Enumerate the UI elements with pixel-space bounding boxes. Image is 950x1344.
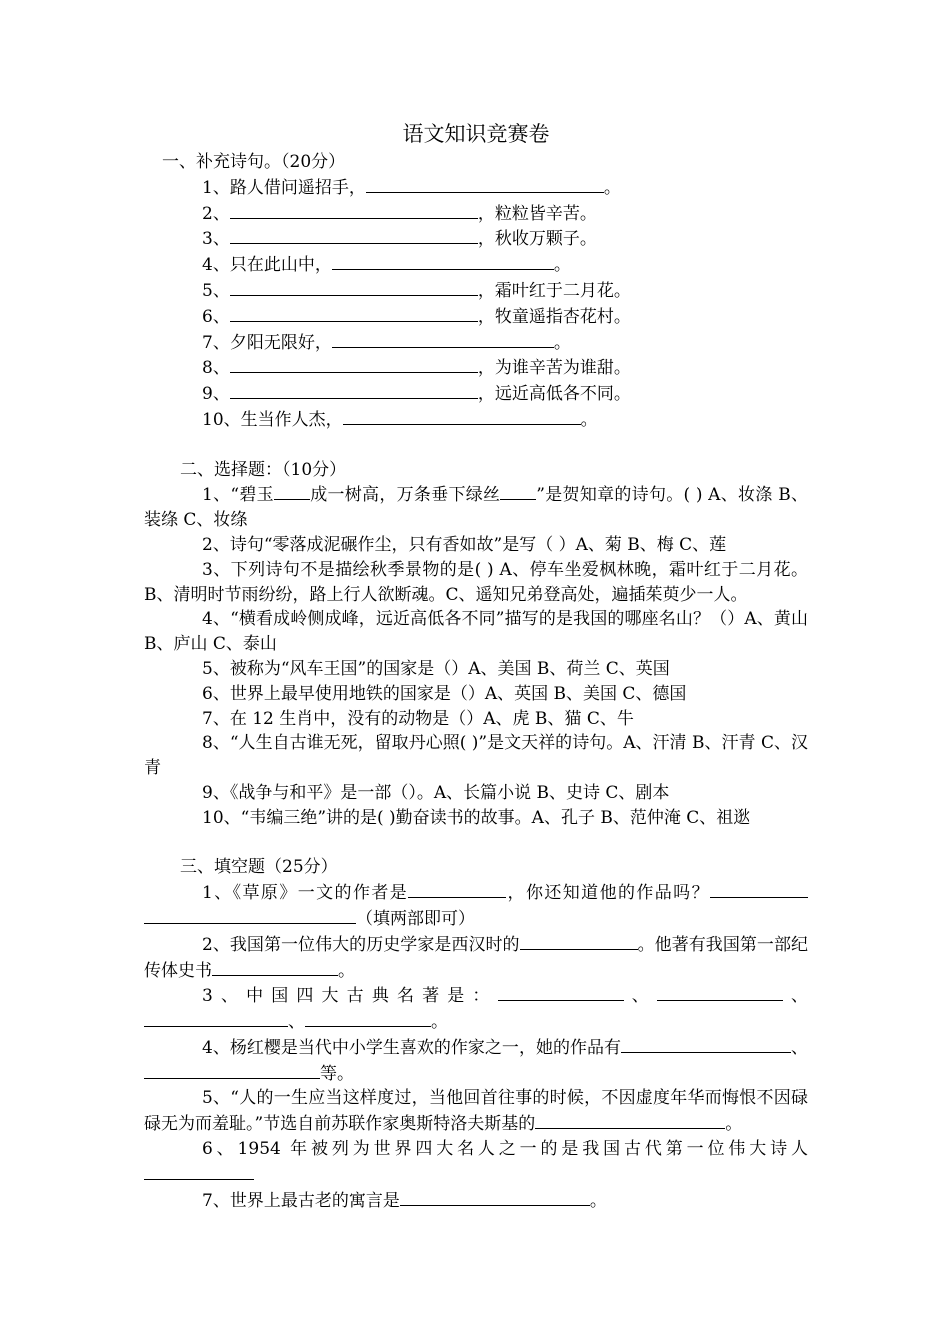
choice-question-6: 6、世界上最早使用地铁的国家是（）A、英国 B、美国 C、德国 (202, 683, 687, 704)
poem-item-text: 3、 (202, 229, 230, 250)
poem-item-text: 7、夕阳无限好， (202, 332, 332, 353)
poem-item-8 (144, 355, 808, 381)
question-text: 3、中国四大古典名著是： (202, 986, 498, 1007)
choice-question-8: 8、“人生自古谁无死，留取丹心照( )”是文天祥的诗句。A、汗清 B、汗青 C、汉青 (144, 733, 808, 779)
question-text: 、 (623, 986, 657, 1007)
question-text: 1、《草原》一文的作者是 (202, 883, 409, 904)
section-3-heading: 三、填空题（25分） (180, 857, 338, 878)
question-text: （填两部即可） (356, 908, 475, 929)
section-2-heading: 二、选择题：（10分） (180, 459, 347, 480)
poem-item-text: ，为谁辛苦为谁甜。 (477, 358, 631, 379)
answer-blank[interactable] (230, 355, 478, 373)
poem-item-text: ，牧童遥指杏花村。 (477, 306, 631, 327)
answer-blank[interactable] (144, 1162, 254, 1180)
answer-blank[interactable] (305, 1009, 431, 1027)
poem-item-text: 9、 (202, 384, 230, 405)
choice-question-5: 5、被称为“风车王国”的国家是（）A、美国 B、荷兰 C、英国 (202, 658, 670, 679)
answer-blank[interactable] (144, 1009, 288, 1027)
fill-question-2 (144, 932, 808, 984)
answer-blank[interactable] (274, 482, 310, 500)
answer-blank[interactable] (230, 381, 478, 399)
poem-item-text: ，粒粒皆辛苦。 (477, 203, 597, 224)
poem-item-1 (144, 175, 808, 201)
choice-question-4: 4、“横看成岭侧成峰，远近高低各不同”描写的是我国的哪座名山？（）A、黄山 B、庐山 C、泰山 (144, 609, 808, 655)
choice-question-9: 9、《战争与和平》是一部（）。A、长篇小说 B、史诗 C、剧本 (202, 782, 670, 803)
answer-blank[interactable] (144, 1061, 320, 1079)
answer-blank[interactable] (498, 983, 624, 1001)
question-text: 6、1954 年被列为世界四大名人之一的是我国古代第一位伟大诗人 (202, 1139, 808, 1160)
answer-blank[interactable] (500, 482, 536, 500)
answer-blank[interactable] (332, 252, 554, 270)
fill-question-3 (144, 983, 808, 1035)
question-text: 、 (782, 986, 809, 1007)
question-text: ，你还知道他的作品吗？ (506, 883, 710, 904)
question-text: 5、“人的一生应当这样度过，当他回首往事的时候，不因虚度年华而悔恨不因碌碌无为而羞耻。”节选自前苏联作家奥斯特洛夫斯基的 (144, 1088, 808, 1135)
question-text: 。他著有我国第一部纪传体史书 (144, 934, 808, 981)
answer-blank[interactable] (710, 880, 808, 898)
poem-item-text: 2、 (202, 203, 230, 224)
answer-blank[interactable] (408, 880, 506, 898)
question-text: 1、“碧玉 (202, 485, 274, 506)
poem-item-text: ，远近高低各不同。 (477, 384, 631, 405)
question-text: 、 (790, 1037, 808, 1058)
exam-page (144, 118, 808, 1213)
question-text: 2、我国第一位伟大的历史学家是西汉时的 (202, 934, 520, 955)
answer-blank[interactable] (230, 201, 478, 219)
question-text: 、 (288, 1012, 305, 1033)
answer-blank[interactable] (621, 1035, 791, 1053)
fill-question-5 (144, 1086, 808, 1137)
fill-question-7 (144, 1188, 808, 1214)
answer-blank[interactable] (657, 983, 783, 1001)
question-text: 。 (725, 1114, 743, 1135)
poem-item-text: 1、路人借问遥招手， (202, 177, 366, 198)
choice-question-3: 3、下列诗句不是描绘秋季景物的是( ) A、停车坐爱枫林晚，霜叶红于二月花。B、清明时节雨纷纷，路上行人欲断魂。C、遥知兄弟登高处，遍插茱萸少一人。 (144, 559, 808, 605)
answer-blank[interactable] (230, 304, 478, 322)
answer-blank[interactable] (212, 958, 338, 976)
poem-item-text: 。 (603, 177, 621, 198)
question-text: 。 (589, 1190, 607, 1211)
question-text: 等。 (320, 1063, 354, 1084)
question-text: 。 (431, 1012, 448, 1033)
answer-blank[interactable] (230, 278, 478, 296)
poem-item-text: 8、 (202, 358, 230, 379)
question-text: 成一树高，万条垂下绿丝 (309, 485, 501, 506)
poem-item-text: ，秋收万颗子。 (477, 229, 597, 250)
choice-question-1 (144, 482, 808, 533)
poem-item-text: 6、 (202, 306, 230, 327)
fill-question-6 (144, 1137, 808, 1188)
answer-blank[interactable] (332, 330, 554, 348)
answer-blank[interactable] (400, 1188, 590, 1206)
choice-question-7: 7、在 12 生肖中，没有的动物是（）A、虎 B、猫 C、牛 (202, 708, 634, 729)
fill-question-4 (144, 1035, 808, 1087)
poem-item-text: 。 (580, 409, 598, 430)
choice-question-2: 2、诗句“零落成泥碾作尘，只有香如故”是写（ ）A、菊 B、梅 C、莲 (202, 534, 727, 555)
poem-item-9 (144, 381, 808, 407)
answer-blank[interactable] (230, 226, 478, 244)
question-text: 7、世界上最古老的寓言是 (202, 1190, 400, 1211)
answer-blank[interactable] (535, 1111, 725, 1129)
poem-item-5 (144, 278, 808, 304)
poem-item-10 (144, 407, 808, 433)
answer-blank[interactable] (343, 407, 581, 425)
poem-item-text: 10、生当作人杰， (202, 409, 343, 430)
fill-question-1 (144, 880, 808, 932)
page-title: 语文知识竞赛卷 (402, 122, 550, 146)
question-text: 。 (338, 960, 355, 981)
answer-blank[interactable] (520, 932, 638, 950)
poem-item-3 (144, 226, 808, 252)
poem-item-7 (144, 330, 808, 356)
section-1-heading: 一、补充诗句。（20分） (162, 152, 346, 172)
poem-item-text: 。 (553, 332, 571, 353)
poem-item-4 (144, 252, 808, 278)
poem-item-text: ，霜叶红于二月花。 (477, 280, 631, 301)
question-text: 4、杨红樱是当代中小学生喜欢的作家之一，她的作品有 (202, 1037, 621, 1058)
poem-item-text: 。 (553, 255, 571, 276)
poem-item-2 (144, 201, 808, 227)
question-text: ”是贺知章的诗句。( ) A、妆涤 B、装绦 C、妆绦 (144, 485, 809, 531)
poem-item-text: 4、只在此山中， (202, 255, 332, 276)
poem-item-6 (144, 304, 808, 330)
choice-question-10: 10、“韦编三绝”讲的是( )勤奋读书的故事。A、孔子 B、范仲淹 C、祖逖 (202, 807, 751, 828)
answer-blank[interactable] (366, 175, 604, 193)
poem-item-text: 5、 (202, 280, 230, 301)
answer-blank[interactable] (144, 906, 356, 924)
